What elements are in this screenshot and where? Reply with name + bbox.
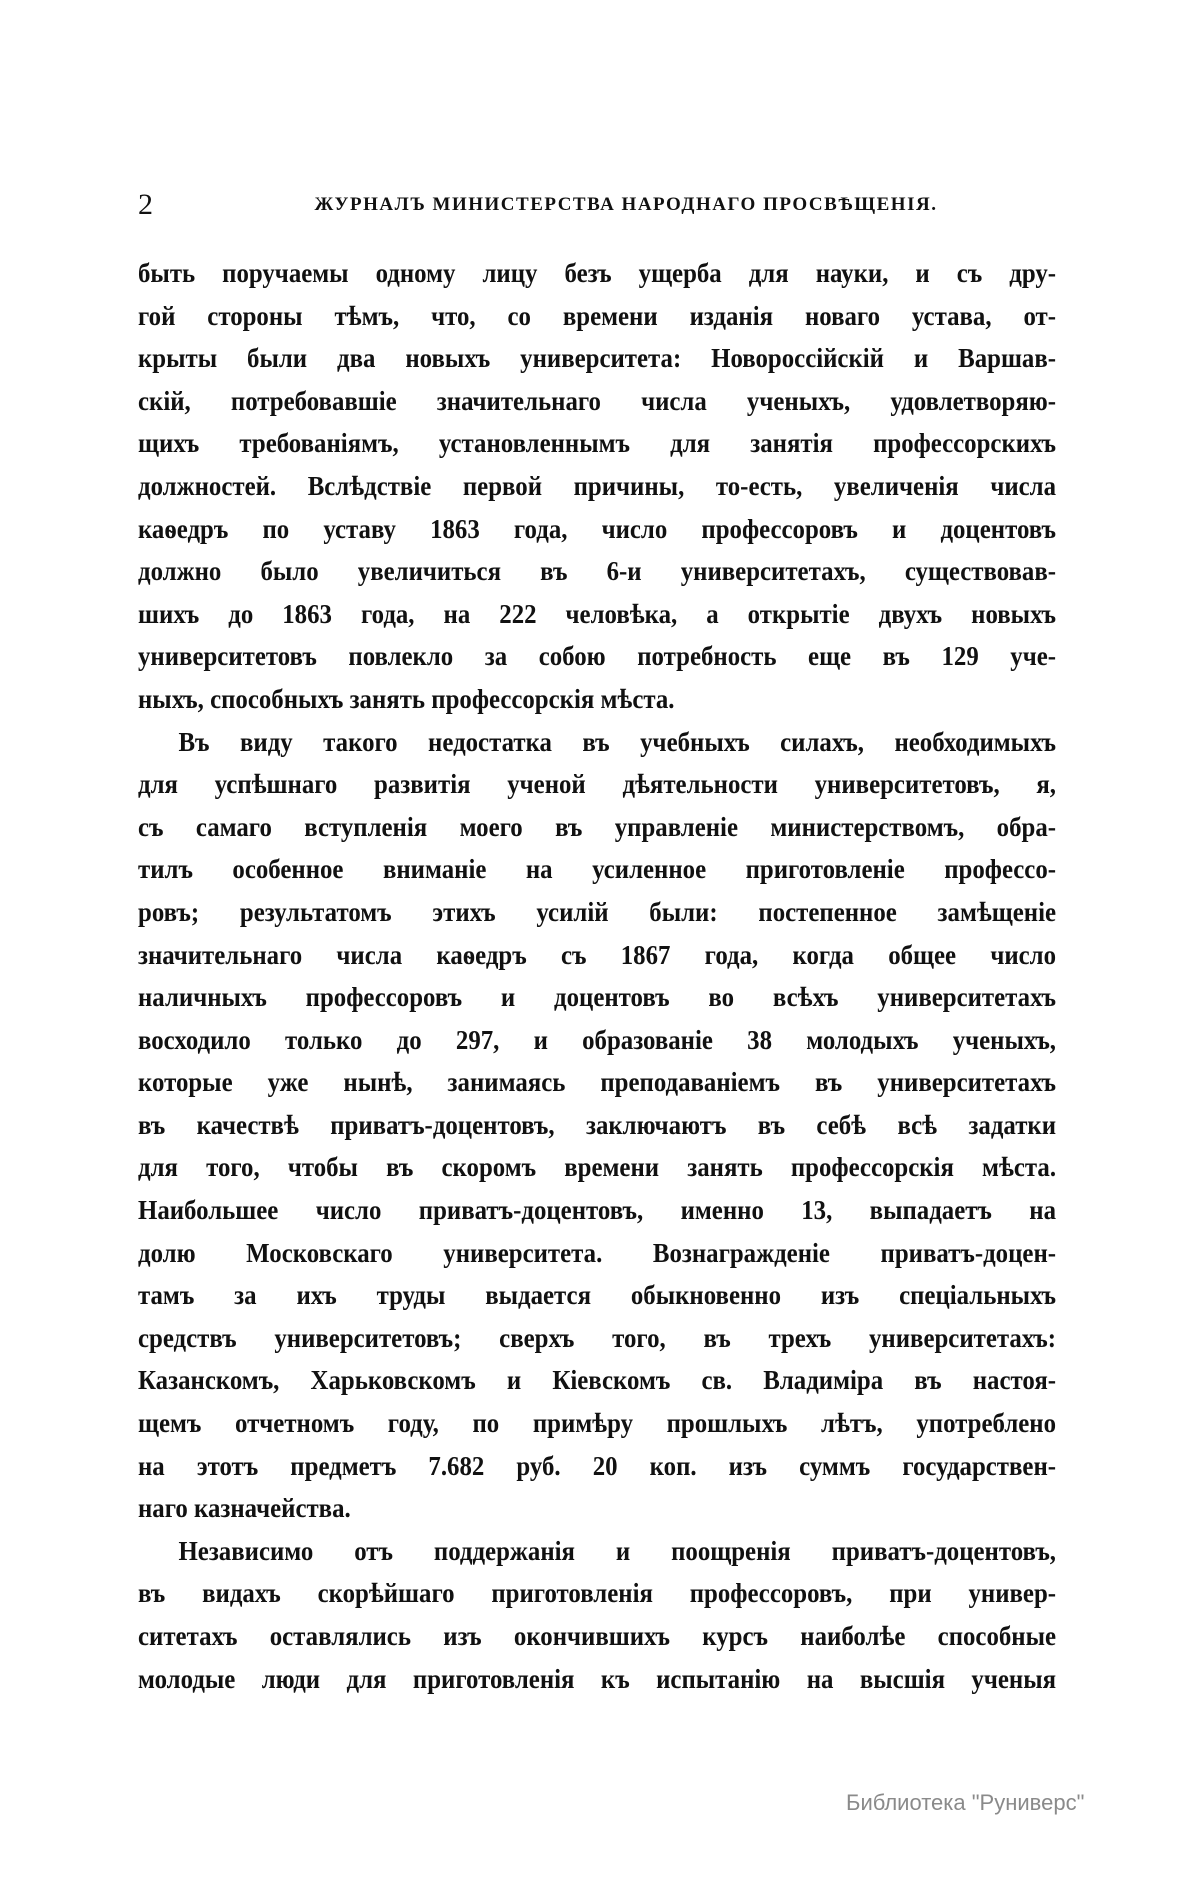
body-text [138,252,1056,1700]
text-line: средствъ университетовъ; сверхъ того, въ трехъ университетахъ: [138,1322,1057,1353]
page-number: 2 [138,188,153,221]
page-header [138,188,1056,224]
text-line: значительнаго числа каѳедръ съ 1867 года, когда общее число [138,939,1057,970]
library-watermark: Библиотека "Руниверс" [846,1790,1085,1815]
text-line: гой стороны тѣмъ, что, со времени изданія новаго устава, от- [138,300,1057,331]
text-line: щемъ отчетномъ году, по примѣру прошлыхъ лѣтъ, употреблено [138,1408,1057,1439]
text-line: Наибольшее число приватъ-доцентовъ, именно 13, выпадаетъ на [138,1195,1057,1226]
text-line: тилъ особенное вниманіе на усиленное приготовленіе профессо- [138,854,1057,885]
text-line: долю Московскаго университета. Вознагражденіе приватъ-доцен- [138,1237,1057,1268]
running-title: ЖУРНАЛЪ МИНИСТЕРСТВА НАРОДНАГО ПРОСВѢЩЕНІЯ. [314,194,938,215]
text-line: съ самаго вступленія моего въ управленіе министерствомъ, обра- [138,811,1057,842]
text-line: каѳедръ по уставу 1863 года, число профессоровъ и доцентовъ [138,513,1057,544]
text-line: должностей. Вслѣдствіе первой причины, то-есть, увеличенія числа [138,470,1057,501]
text-line: въ качествѣ приватъ-доцентовъ, заключаютъ въ себѣ всѣ задатки [138,1109,1057,1140]
text-line: Въ виду такого недостатка въ учебныхъ силахъ, необходимыхъ [178,726,1057,757]
text-line: тамъ за ихъ труды выдается обыкновенно изъ спеціальныхъ [138,1280,1057,1311]
text-line: крыты были два новыхъ университета: Новороссійскій и Варшав- [138,343,1057,374]
text-line: быть поручаемы одному лицу безъ ущерба для науки, и съ дру- [138,258,1057,288]
text-line: для успѣшнаго развитія ученой дѣятельности университетовъ, я, [138,769,1057,800]
text-line: Независимо отъ поддержанія и поощренія приватъ-доцентовъ, [178,1535,1057,1566]
text-line: щихъ требованіямъ, установленнымъ для занятія профессорскихъ [138,428,1057,459]
text-line: ныхъ, способныхъ занять профессорскія мѣста. [138,683,675,714]
text-line: ровъ; результатомъ этихъ усилій были: постепенное замѣщеніе [138,896,1057,927]
text-line: наличныхъ профессоровъ и доцентовъ во всѣхъ университетахъ [138,982,1057,1013]
text-line: въ видахъ скорѣйшаго приготовленія профессоровъ, при универ- [138,1578,1057,1609]
text-line: ситетахъ оставлялись изъ окончившихъ курсъ наиболѣе способные [138,1621,1057,1651]
text-line: для того, чтобы въ скоромъ времени занять профессорскія мѣста. [138,1152,1057,1183]
text-line: университетовъ повлекло за собою потребность еще въ 129 уче- [138,641,1057,672]
text-line: шихъ до 1863 года, на 222 человѣка, а открытіе двухъ новыхъ [138,598,1057,629]
text-line: молодые люди для приготовленія къ испытанію на высшія ученыя [138,1663,1057,1694]
text-line: восходило только до 297, и образованіе 38 молодыхъ ученыхъ, [138,1024,1057,1055]
text-line: которые уже нынѣ, занимаясь преподаваніемъ въ университетахъ [138,1067,1057,1098]
text-line: Казанскомъ, Харьковскомъ и Кіевскомъ св. Владиміра въ настоя- [138,1365,1057,1396]
text-line: на этотъ предметъ 7.682 руб. 20 коп. изъ суммъ государствен- [138,1450,1057,1481]
text-line: наго казначейства. [138,1493,351,1524]
text-line: скій, потребовавшіе значительнаго числа ученыхъ, удовлетворяю- [138,385,1057,416]
text-line: должно было увеличиться въ 6-и университетахъ, существовав- [138,556,1057,587]
